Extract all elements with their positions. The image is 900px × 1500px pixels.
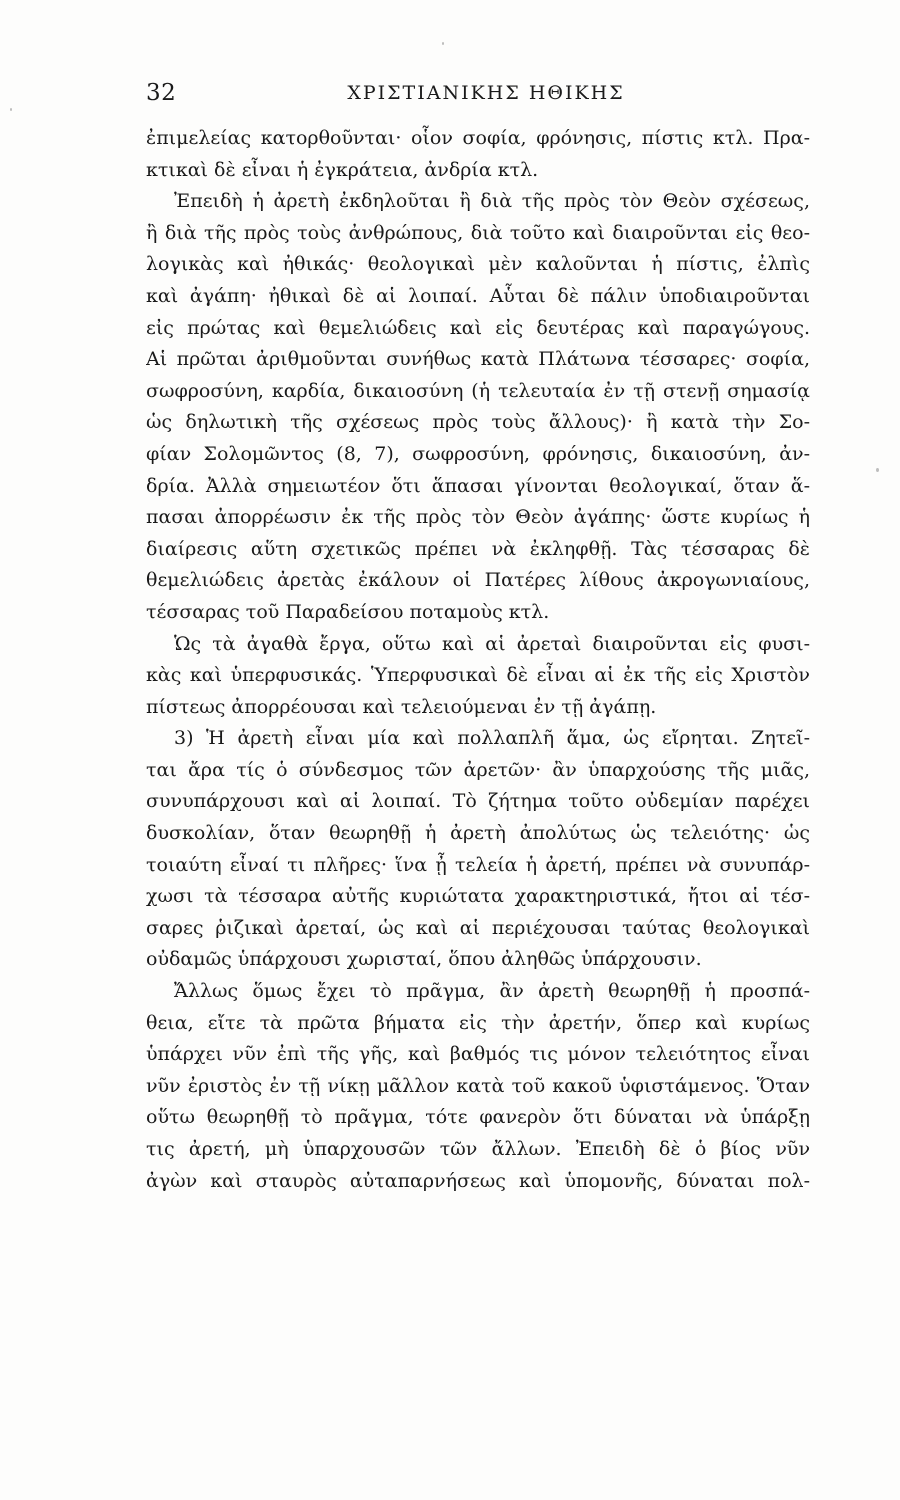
text-line: χωσι τὰ τέσσαρα αὐτῆς κυριώτατα χαρακτηριστικά, ἤτοι αἱ τέσ-: [146, 885, 810, 908]
text-line: ὑπάρχει νῦν ἐπὶ τῆς γῆς, καὶ βαθμός τις μόνον τελειότητος εἶναι: [146, 1043, 810, 1066]
text-line: καὶ ἀγάπη· ἠθικαὶ δὲ αἱ λοιπαί. Αὗται δὲ πάλιν ὑποδιαιροῦνται: [146, 284, 810, 307]
paper-speck: [442, 42, 444, 45]
text-line: λογικὰς καὶ ἠθικάς· θεολογικαὶ μὲν καλοῦνται ἡ πίστις, ἐλπὶς: [146, 253, 810, 276]
text-line: φίαν Σολομῶντος (8, 7), σωφροσύνη, φρόνησις, δικαιοσύνη, ἀν-: [146, 442, 810, 465]
text-line: θεια, εἴτε τὰ πρῶτα βήματα εἰς τὴν ἀρετήν, ὅπερ καὶ κυρίως: [146, 1011, 810, 1034]
text-line: ται ἄρα τίς ὁ σύνδεσμος τῶν ἀρετῶν· ἂν ὑπαρχούσης τῆς μιᾶς,: [146, 758, 810, 781]
text-line: κὰς καὶ ὑπερφυσικάς. Ὑπερφυσικαὶ δὲ εἶναι αἱ ἐκ τῆς εἰς Χριστὸν: [146, 664, 810, 687]
text-line: δρία. Ἀλλὰ σημειωτέον ὅτι ἅπασαι γίνονται θεολογικαί, ὅταν ἅ-: [146, 474, 810, 497]
text-line: ἢ διὰ τῆς πρὸς τοὺς ἀνθρώπους, διὰ τοῦτο καὶ διαιροῦνται εἰς θεο-: [146, 221, 810, 244]
text-line: τέσσαρας τοῦ Παραδείσου ποταμοὺς κτλ.: [146, 600, 550, 623]
page-number: 32: [146, 80, 177, 106]
text-line: πασαι ἀπορρέωσιν ἐκ τῆς πρὸς τὸν Θεὸν ἀγάπης· ὥστε κυρίως ἡ: [146, 506, 810, 529]
text-line: εἰς πρώτας καὶ θεμελιώδεις καὶ εἰς δευτέρας καὶ παραγώγους.: [146, 316, 810, 339]
text-line: 3) Ἡ ἀρετὴ εἶναι μία καὶ πολλαπλῆ ἅμα, ὡς εἴρηται. Ζητεῖ-: [174, 727, 810, 750]
text-line: κτικαὶ δὲ εἶναι ἡ ἐγκράτεια, ἀνδρία κτλ.: [146, 158, 539, 181]
text-line: ἀγὼν καὶ σταυρὸς αὐταπαρνήσεως καὶ ὑπομονῆς, δύναται πολ-: [146, 1169, 810, 1192]
text-line: συνυπάρχουσι καὶ αἱ λοιπαί. Τὸ ζήτημα τοῦτο οὐδεμίαν παρέχει: [146, 790, 810, 813]
text-line: ὡς δηλωτικὴ τῆς σχέσεως πρὸς τοὺς ἄλλους)· ἢ κατὰ τὴν Σο-: [146, 411, 810, 434]
paper-speck: [876, 468, 879, 472]
text-line: διαίρεσις αὕτη σχετικῶς πρέπει νὰ ἐκληφθῇ. Τὰς τέσσαρας δὲ: [146, 537, 810, 560]
text-line: νῦν ἐριστὸς ἐν τῇ νίκῃ μᾶλλον κατὰ τοῦ κακοῦ ὑφιστάμενος. Ὅταν: [146, 1074, 810, 1097]
text-line: Αἱ πρῶται ἀριθμοῦνται συνήθως κατὰ Πλάτωνα τέσσαρες· σοφία,: [146, 348, 810, 371]
page-header: [146, 80, 806, 116]
paper-speck: [10, 108, 12, 111]
text-line: τοιαύτη εἶναί τι πλῆρες· ἵνα ᾖ τελεία ἡ ἀρετή, πρέπει νὰ συνυπάρ-: [146, 853, 810, 876]
text-line: θεμελιώδεις ἀρετὰς ἐκάλουν οἱ Πατέρες λίθους ἀκρογωνιαίους,: [146, 569, 810, 592]
text-line: Ἄλλως ὅμως ἔχει τὸ πρᾶγμα, ἂν ἀρετὴ θεωρηθῇ ἡ προσπά-: [174, 980, 810, 1003]
text-line: σαρες ῥιζικαὶ ἀρεταί, ὡς καὶ αἱ περιέχουσαι ταύτας θεολογικαὶ: [146, 916, 810, 939]
text-line: Ὡς τὰ ἀγαθὰ ἔργα, οὕτω καὶ αἱ ἀρεταὶ διαιροῦνται εἰς φυσι-: [174, 632, 810, 655]
text-line: Ἐπειδὴ ἡ ἀρετὴ ἐκδηλοῦται ἢ διὰ τῆς πρὸς τὸν Θεὸν σχέσεως,: [174, 190, 810, 213]
text-line: δυσκολίαν, ὅταν θεωρηθῇ ἡ ἀρετὴ ἀπολύτως ὡς τελειότης· ὡς: [146, 822, 810, 845]
text-line: πίστεως ἀπορρέουσαι καὶ τελειούμεναι ἐν τῇ ἀγάπῃ.: [146, 695, 657, 718]
body-text: [146, 123, 810, 1197]
text-line: ἐπιμελείας κατορθοῦνται· οἷον σοφία, φρόνησις, πίστις κτλ. Πρα-: [146, 127, 810, 149]
text-line: οὐδαμῶς ὑπάρχουσι χωρισταί, ὅπου ἀληθῶς ὑπάρχουσιν.: [146, 948, 702, 971]
running-title: ΧΡΙΣΤΙΑΝΙΚΗΣ ΗΘΙΚΗΣ: [347, 82, 625, 104]
text-line: οὕτω θεωρηθῇ τὸ πρᾶγμα, τότε φανερὸν ὅτι δύναται νὰ ὑπάρξῃ: [146, 1106, 810, 1129]
text-line: τις ἀρετή, μὴ ὑπαρχουσῶν τῶν ἄλλων. Ἐπειδὴ δὲ ὁ βίος νῦν: [146, 1138, 810, 1160]
text-line: σωφροσύνη, καρδία, δικαιοσύνη (ἡ τελευταία ἐν τῇ στενῇ σημασίᾳ: [146, 379, 810, 402]
